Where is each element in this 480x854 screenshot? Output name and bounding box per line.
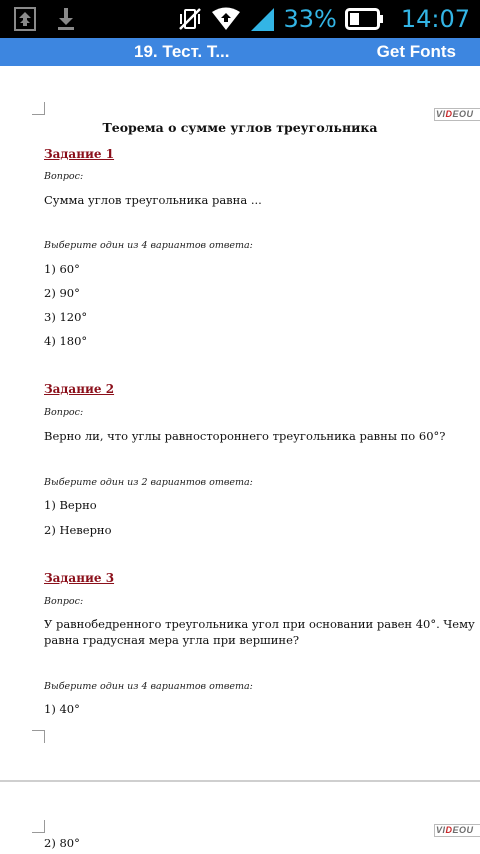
download-icon[interactable]	[56, 7, 76, 31]
answer-option: 1) 60°	[44, 262, 80, 276]
answer-option: 2) 90°	[44, 286, 80, 300]
task-label: Задание 3	[44, 571, 115, 585]
page-corner-mark	[32, 730, 45, 743]
answer-option: 2) 80°	[44, 836, 80, 850]
wifi-icon	[211, 6, 241, 32]
document-title-tab: 19. Тест. Т...	[134, 42, 230, 61]
question-label: Вопрос:	[44, 407, 84, 418]
question-text: Верно ли, что углы равностороннего треугольника равны по 60°?	[44, 429, 446, 443]
choose-prompt: Выберите один из 4 вариантов ответа:	[44, 681, 253, 692]
app-bar	[0, 38, 480, 66]
document-page-1	[0, 66, 480, 780]
question-text: У равнобедренного треугольника угол при основании равен 40°. Чему равна градусная мера угла при вершине?	[44, 617, 475, 647]
clock: 14:07	[400, 5, 470, 33]
videouroki-logo: VIDEOU	[434, 824, 480, 837]
question-label: Вопрос:	[44, 171, 84, 182]
page-corner-mark	[32, 820, 45, 833]
task-label: Задание 2	[44, 382, 115, 396]
task-label: Задание 1	[44, 147, 115, 161]
battery-icon	[345, 8, 385, 30]
answer-option: 3) 120°	[44, 310, 88, 324]
signal-icon	[249, 6, 275, 32]
answer-option: 2) Неверно	[44, 523, 112, 537]
choose-prompt: Выберите один из 4 вариантов ответа:	[44, 240, 253, 251]
document-page-2	[0, 782, 480, 854]
get-fonts-button[interactable]: Get Fonts	[376, 42, 456, 61]
answer-option: 1) 40°	[44, 702, 80, 716]
answer-option: 4) 180°	[44, 334, 88, 348]
status-bar	[0, 0, 480, 38]
vibrate-mute-icon	[177, 6, 203, 32]
answer-option: 1) Верно	[44, 498, 97, 512]
question-text: Сумма углов треугольника равна ...	[44, 193, 262, 207]
videouroki-logo: VIDEOU	[434, 108, 480, 121]
question-label: Вопрос:	[44, 596, 84, 607]
page-title: Теорема о сумме углов треугольника	[102, 120, 378, 135]
choose-prompt: Выберите один из 2 вариантов ответа:	[44, 477, 253, 488]
upload-icon[interactable]	[14, 7, 36, 31]
page-corner-mark	[32, 102, 45, 115]
battery-percent: 33%	[283, 5, 337, 33]
